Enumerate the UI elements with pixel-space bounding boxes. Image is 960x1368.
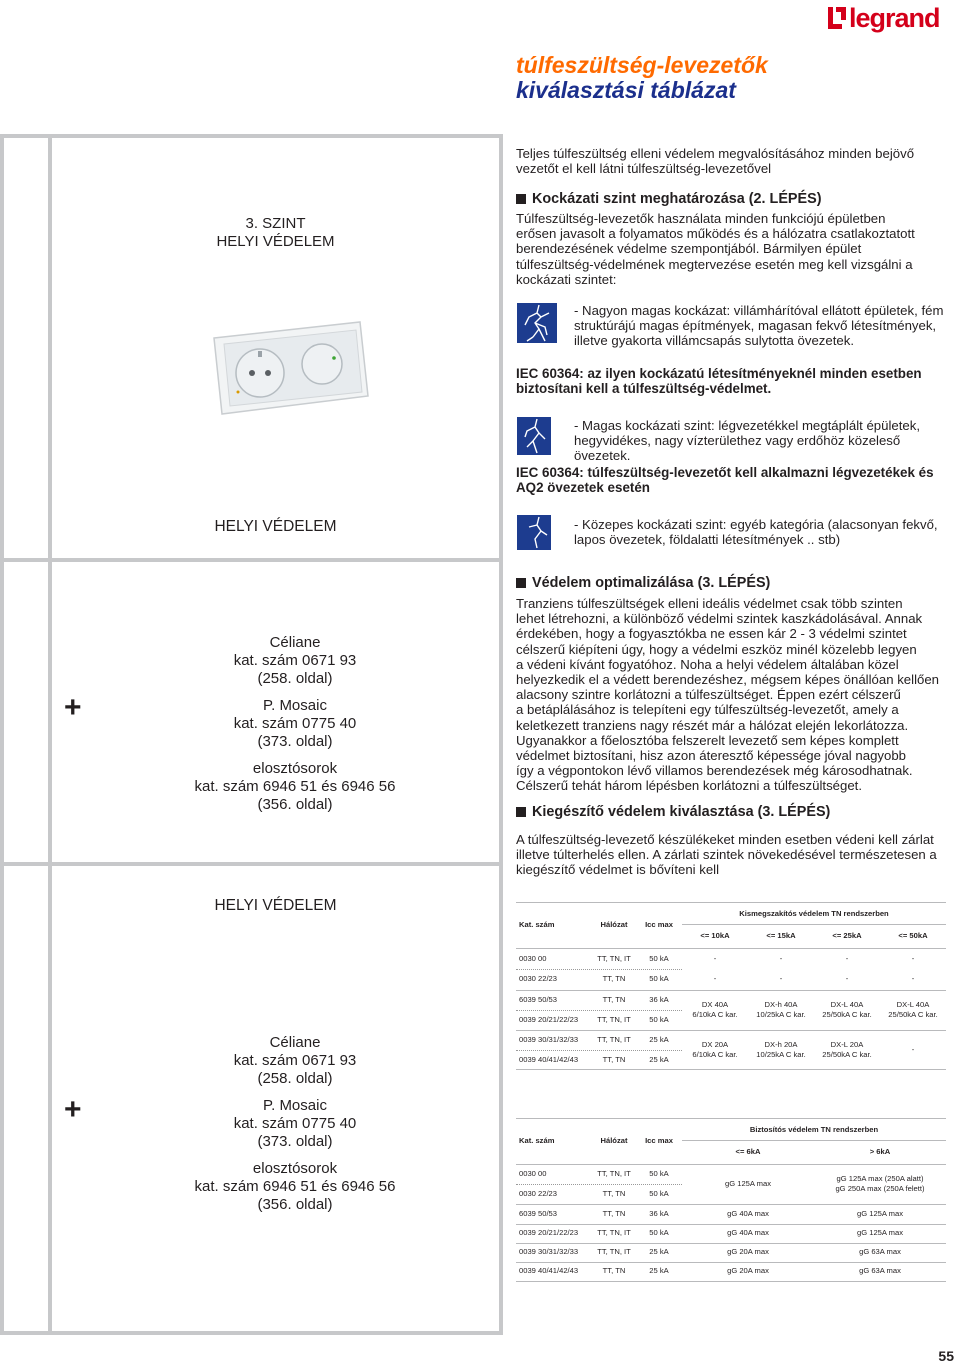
- product-line: kat. szám 0775 40: [233, 1115, 357, 1132]
- product-line: kat. szám 6946 51 és 6946 56: [194, 1178, 396, 1195]
- legrand-logo-mark: [828, 7, 846, 29]
- table-cell: gG 63A max: [859, 1247, 901, 1256]
- page-title-line2: kiválasztási táblázat: [516, 77, 736, 103]
- level-heading: [52, 215, 499, 251]
- table-cell: TT, TN: [602, 1266, 626, 1275]
- step3-text: Tranziens túlfeszültségek elleni ideális védelmet csak több szinten lehet létrehozni, a különböző védelmi szintek kaszkádolásával. Annak érdekében, hogy a fogyasztókba ne essen kár 2 - 3 védelmi szintet célszerű kiépíteni úgy, hogy a védelmi eszköz minél közelebb legyen a védeni kívánt fogyatóhoz. Noha a helyi védelem általában közel helyezkedik el a védett berendezéshez, mégsem képes önállóan kellően alacsony szintre korlátozni a túlfeszültséget. Éppen ezért célszerű a betáplálásához is telepíteni egy túlfeszültség-levezetőt, amely a keletkezett tranziens nagy részét már a hálózat elején lekorlátozza. Ugyanakkor a főelosztóba felszerelt levezető sem képes komplett védelmet biztosítani, hisz azon áteresztő képessége jóval nagyobb így a végpontokon lévő villamos berendezések még károsodhatnak. Célszerű tehát három lépésben korlátozni a túlfeszültséget.: [516, 596, 939, 794]
- table-cell: -: [911, 974, 915, 983]
- step2-text: Túlfeszültség-levezetők használata minden funkciójú épületben erősen javasolt a folyamatos működés és a hálózatra csatlakoztatott berendezésének védelme szempontjából. Bármilyen épület túlfeszültség-védelmének megtervezése esetén meg kell vizsgálni a kockázati szintet:: [516, 211, 915, 287]
- product-line: (373. oldal): [257, 733, 333, 750]
- table-cell: -: [779, 954, 783, 963]
- table-cell: TT, TN: [602, 1055, 626, 1064]
- product-line: kat. szám 0671 93: [233, 1052, 357, 1069]
- iec-high-text: IEC 60364: az ilyen kockázatú létesítményeknél minden esetben biztosítani kell a túlfeszültség-védelmet.: [516, 366, 922, 397]
- table-cell: 6039 50/53: [519, 1209, 558, 1218]
- legrand-logo: [828, 3, 946, 33]
- section1-heading: HELYI VÉDELEM: [214, 518, 337, 535]
- table-cell: gG 125A max (250A alatt) gG 250A max (250A felett): [835, 1174, 925, 1193]
- step2-heading: Kockázati szint meghatározása (2. LÉPÉS): [516, 191, 822, 207]
- table-cell: 36 kA: [649, 995, 669, 1004]
- table-cell: 0030 00: [519, 1169, 547, 1178]
- table-cell: TT, TN, IT: [597, 1169, 631, 1178]
- table-cell: 50 kA: [649, 974, 669, 983]
- table-cell: 25 kA: [649, 1266, 669, 1275]
- table-cell: gG 20A max: [727, 1266, 769, 1275]
- product-line: (356. oldal): [257, 1196, 333, 1213]
- table-fuse: [516, 1118, 946, 1282]
- table-cell: gG 125A max: [856, 1228, 903, 1237]
- table-cell: gG 20A max: [727, 1247, 769, 1256]
- col-header-halozat: Hálózat: [600, 1136, 628, 1145]
- table-cell: gG 40A max: [727, 1209, 769, 1218]
- table-cell: TT, TN, IT: [597, 1228, 631, 1237]
- product-line: (356. oldal): [257, 796, 333, 813]
- bullet-square-icon: [516, 807, 526, 817]
- level-subtitle: HELYI VÉDELEM: [216, 233, 335, 250]
- table-cell: TT, TN: [602, 974, 626, 983]
- table-cell: 0039 20/21/22/23: [519, 1015, 579, 1024]
- sub-header: <= 10kA: [700, 931, 730, 940]
- table-cell: -: [845, 974, 849, 983]
- socket-illustration: [210, 318, 372, 418]
- table-cell: TT, TN, IT: [597, 1015, 631, 1024]
- col-header-kat: Kat. szám: [519, 920, 555, 929]
- table-cell: DX 20A 6/10kA C kar.: [692, 1040, 738, 1059]
- page-title-line1: túlfeszültség-levezetők: [516, 52, 768, 78]
- table-cell: 50 kA: [649, 1169, 669, 1178]
- lightning-medium-icon: [517, 417, 551, 455]
- table-cell: DX-L 40A 25/50kA C kar.: [822, 1000, 872, 1019]
- step3b-heading: Kiegészítő védelem kiválasztása (3. LÉPÉS): [516, 804, 830, 820]
- risk-high-text: - Nagyon magas kockázat: villámhárítóval ellátott épületek, fém struktúrájú magas építmények, magasan fekvő létesítmények, illetve gyakorta villámcsapás sulytotta övezetek.: [574, 303, 944, 349]
- group-header: Biztosítós védelem TN rendszerben: [749, 1125, 879, 1134]
- table-cell: 25 kA: [649, 1247, 669, 1256]
- table-cell: DX-L 40A 25/50kA C kar.: [888, 1000, 938, 1019]
- product-line: kat. szám 0775 40: [233, 715, 357, 732]
- table-cell: TT, TN: [602, 995, 626, 1004]
- legrand-wordmark: legrand: [849, 3, 940, 33]
- left-cell-upper-side: [4, 138, 48, 558]
- group-header: Kismegszakítós védelem TN rendszerben: [739, 909, 889, 918]
- table-cell: 50 kA: [649, 954, 669, 963]
- table-cell: 0039 30/31/32/33: [519, 1247, 579, 1256]
- risk-medium-text: - Magas kockázati szint: légvezetékkel megtáplált épületek, hegyvidékes, nagy vízterülethez vagy erdőhöz közeleső övezetek.: [574, 418, 920, 464]
- lightning-high-icon: [517, 303, 557, 343]
- product-line: P. Mosaic: [263, 697, 327, 714]
- col-header-icc: Icc max: [645, 1136, 673, 1145]
- table-cell: gG 63A max: [859, 1266, 901, 1275]
- product-line: P. Mosaic: [263, 1097, 327, 1114]
- bullet-square-icon: [516, 578, 526, 588]
- table-circuit-breaker: [516, 902, 946, 1070]
- product-line: kat. szám 6946 51 és 6946 56: [194, 778, 396, 795]
- table-cell: 50 kA: [649, 1015, 669, 1024]
- table-cell: 0030 00: [519, 954, 547, 963]
- table-cell: TT, TN, IT: [597, 1247, 631, 1256]
- product-line: Céliane: [269, 634, 321, 651]
- step3-heading: Védelem optimalizálása (3. LÉPÉS): [516, 575, 770, 591]
- table-cell: -: [713, 954, 717, 963]
- table-cell: DX-h 20A 10/25kA C kar.: [756, 1040, 806, 1059]
- table-cell: 0039 20/21/22/23: [519, 1228, 579, 1237]
- level-title: 3. SZINT: [245, 215, 306, 232]
- table-cell: 0039 30/31/32/33: [519, 1035, 579, 1044]
- table-cell: 25 kA: [649, 1055, 669, 1064]
- step3b-text: A túlfeszültség-levezető készülékeket minden esetben védeni kell zárlat illetve túlterhelés ellen. A zárlati szintek növekedésével természetesen a kiegészítő védelmet is bővíteni kell: [516, 832, 937, 878]
- sub-header: <= 6kA: [735, 1147, 761, 1156]
- sub-header: <= 25kA: [832, 931, 862, 940]
- table-cell: -: [779, 974, 783, 983]
- product-line: elosztósorok: [252, 760, 338, 777]
- table-cell: 0030 22/23: [519, 1189, 558, 1198]
- table-cell: gG 40A max: [727, 1228, 769, 1237]
- table-cell: TT, TN: [602, 1209, 626, 1218]
- table-cell: -: [911, 1045, 915, 1054]
- product-line: kat. szám 0671 93: [233, 652, 357, 669]
- product-list-1: [145, 634, 445, 814]
- section2-heading: HELYI VÉDELEM: [214, 897, 337, 914]
- table-cell: 50 kA: [649, 1189, 669, 1198]
- table-cell: TT, TN: [602, 1189, 626, 1198]
- lightning-low-icon: [517, 515, 551, 550]
- sub-header: <= 15kA: [766, 931, 796, 940]
- table-cell: DX-L 20A 25/50kA C kar.: [822, 1040, 872, 1059]
- left-cell-low-side: [4, 866, 48, 1331]
- sub-header: <= 50kA: [898, 931, 928, 940]
- table-cell: 36 kA: [649, 1209, 669, 1218]
- product-line: (373. oldal): [257, 1133, 333, 1150]
- product-line: (258. oldal): [257, 1070, 333, 1087]
- page-number: 55: [938, 1348, 954, 1364]
- table-cell: gG 125A max: [856, 1209, 903, 1218]
- col-header-kat: Kat. szám: [519, 1136, 555, 1145]
- iec-medium-text: IEC 60364: túlfeszültség-levezetőt kell alkalmazni légvezetékek és AQ2 övezetek esetén: [516, 465, 934, 496]
- bullet-square-icon: [516, 194, 526, 204]
- table-cell: 25 kA: [649, 1035, 669, 1044]
- product-line: (258. oldal): [257, 670, 333, 687]
- plus-sign-2: +: [64, 1093, 82, 1126]
- table-cell: gG 125A max: [724, 1179, 771, 1188]
- table-cell: 0039 40/41/42/43: [519, 1055, 579, 1064]
- table-cell: DX 40A 6/10kA C kar.: [692, 1000, 738, 1019]
- sub-header: > 6kA: [869, 1147, 891, 1156]
- left-cell-mid-side: [4, 562, 48, 862]
- table-cell: 0039 40/41/42/43: [519, 1266, 579, 1275]
- col-header-icc: Icc max: [645, 920, 673, 929]
- intro-text: Teljes túlfeszültség elleni védelem megvalósításához minden bejövő vezetőt el kell látni túlfeszültség-levezetővel: [516, 146, 915, 177]
- table-cell: DX-h 40A 10/25kA C kar.: [756, 1000, 806, 1019]
- col-header-halozat: Hálózat: [600, 920, 628, 929]
- table-cell: -: [911, 954, 915, 963]
- table-cell: TT, TN, IT: [597, 954, 631, 963]
- table-cell: -: [845, 954, 849, 963]
- table-cell: 6039 50/53: [519, 995, 558, 1004]
- product-line: elosztósorok: [252, 1160, 338, 1177]
- table-cell: 50 kA: [649, 1228, 669, 1237]
- product-list-2: [145, 1034, 445, 1214]
- table-cell: 0030 22/23: [519, 974, 558, 983]
- table-cell: -: [713, 974, 717, 983]
- product-line: Céliane: [269, 1034, 321, 1051]
- plus-sign-1: +: [64, 691, 82, 724]
- risk-low-text: - Közepes kockázati szint: egyéb kategória (alacsonyan fekvő, lapos övezetek, földalatti létesítmények .. stb): [574, 517, 938, 548]
- table-cell: TT, TN, IT: [597, 1035, 631, 1044]
